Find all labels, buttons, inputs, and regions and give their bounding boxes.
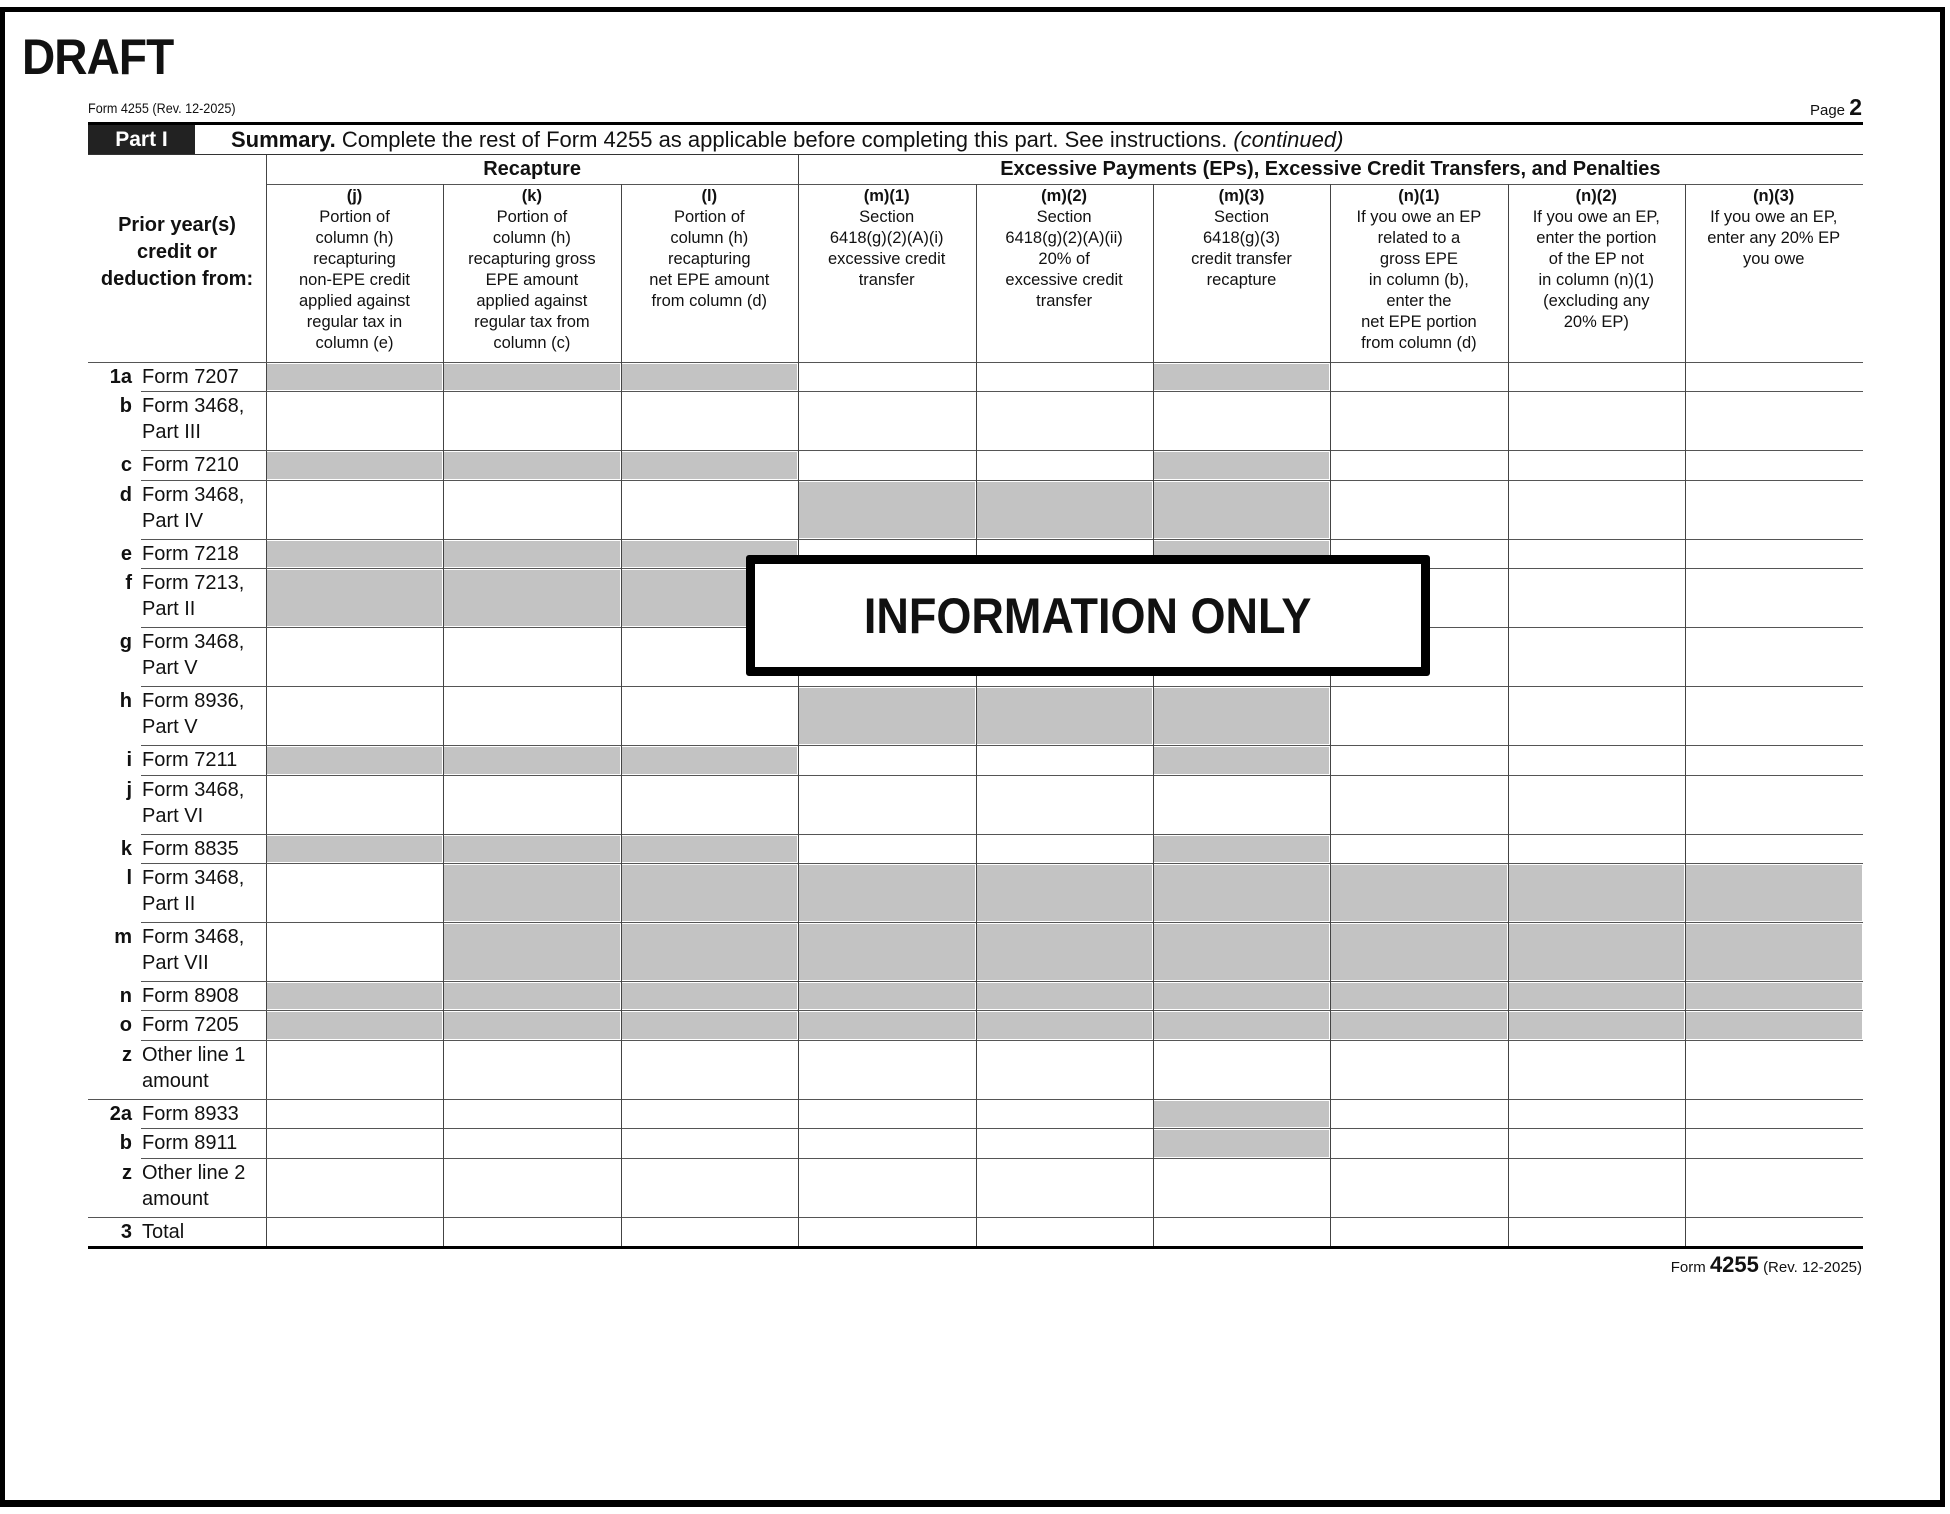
- amount-field[interactable]: [798, 1158, 975, 1217]
- amount-field[interactable]: [1330, 1158, 1507, 1217]
- amount-field[interactable]: [621, 1217, 798, 1246]
- column-header-n2: [1508, 186, 1685, 333]
- amount-field[interactable]: [1508, 775, 1685, 834]
- line-number: 2a: [109, 1102, 132, 1125]
- amount-field[interactable]: [443, 1040, 620, 1099]
- part-title-bold: Summary.: [231, 127, 336, 152]
- amount-field[interactable]: [976, 1040, 1153, 1099]
- part-label: Part I: [88, 125, 195, 154]
- amount-field[interactable]: [1508, 1099, 1685, 1128]
- amount-field[interactable]: [798, 450, 975, 479]
- page-number: [1810, 94, 1862, 121]
- table-row-label: [88, 777, 266, 836]
- shaded-cell: [622, 452, 797, 478]
- column-code: (m)(1): [863, 187, 910, 205]
- table-row-label: [88, 1012, 266, 1041]
- column-description: Portion of column (h) recapturing gross EPE amount applied against regular tax from column (c): [468, 208, 596, 352]
- shaded-cell: [1154, 747, 1329, 773]
- line-number: h: [119, 690, 132, 713]
- shaded-cell: [1154, 1012, 1329, 1038]
- amount-field[interactable]: [1685, 1099, 1862, 1128]
- amount-field[interactable]: [976, 745, 1153, 774]
- amount-field[interactable]: [1508, 480, 1685, 539]
- table-bottom-rule: [88, 1246, 1863, 1249]
- shaded-cell: [1331, 983, 1506, 1009]
- amount-field[interactable]: [621, 391, 798, 450]
- shaded-cell: [444, 570, 619, 626]
- amount-field[interactable]: [1330, 1217, 1507, 1246]
- amount-field[interactable]: [266, 627, 443, 686]
- amount-field[interactable]: [1153, 1217, 1330, 1246]
- amount-field[interactable]: [1685, 1217, 1862, 1246]
- information-only-stamp: [746, 555, 1430, 676]
- shaded-cell: [1686, 924, 1861, 980]
- shaded-cell: [1154, 482, 1329, 538]
- amount-field[interactable]: [443, 775, 620, 834]
- column-divider: [443, 184, 444, 1246]
- table-row-label: [88, 688, 266, 747]
- amount-field[interactable]: [798, 362, 975, 391]
- amount-field[interactable]: [266, 1099, 443, 1128]
- column-description: Portion of column (h) recapturing non-EPE credit applied against regular tax in column (e): [298, 208, 410, 352]
- column-header-n3: [1685, 186, 1862, 270]
- amount-field[interactable]: [1508, 1040, 1685, 1099]
- amount-field[interactable]: [1508, 539, 1685, 568]
- shaded-cell: [1154, 452, 1329, 478]
- shaded-cell: [444, 836, 619, 862]
- amount-field[interactable]: [1508, 1158, 1685, 1217]
- line-number: z: [122, 1043, 132, 1066]
- amount-field[interactable]: [1330, 1099, 1507, 1128]
- amount-field[interactable]: [1330, 1128, 1507, 1157]
- amount-field[interactable]: [1685, 362, 1862, 391]
- column-header-l: [621, 186, 798, 312]
- amount-field[interactable]: [443, 627, 620, 686]
- amount-field[interactable]: [1153, 1040, 1330, 1099]
- table-row-label: [88, 452, 266, 481]
- shaded-cell: [1154, 1130, 1329, 1156]
- column-divider: [621, 184, 622, 1246]
- shaded-cell: [444, 541, 619, 567]
- shaded-cell: [622, 924, 797, 980]
- amount-field[interactable]: [1330, 480, 1507, 539]
- line-number: e: [120, 542, 132, 565]
- line-number: k: [120, 837, 132, 860]
- shaded-cell: [1154, 1101, 1329, 1127]
- amount-field[interactable]: [1508, 1217, 1685, 1246]
- amount-field[interactable]: [1685, 745, 1862, 774]
- shaded-cell: [267, 747, 442, 773]
- column-description: If you owe an EP related to a gross EPE in column (b), enter the net EPE portion from column (d): [1356, 208, 1482, 352]
- amount-field[interactable]: [1685, 1158, 1862, 1217]
- table-row-label: [88, 983, 266, 1012]
- amount-field[interactable]: [798, 1040, 975, 1099]
- amount-field[interactable]: [1330, 1040, 1507, 1099]
- shaded-cell: [1686, 1012, 1861, 1038]
- column-code: (n)(1): [1398, 187, 1440, 205]
- shaded-cell: [622, 747, 797, 773]
- amount-field[interactable]: [1330, 362, 1507, 391]
- shaded-cell: [1509, 983, 1684, 1009]
- shaded-cell: [267, 364, 442, 390]
- amount-field[interactable]: [798, 745, 975, 774]
- amount-field[interactable]: [621, 1158, 798, 1217]
- line-description: Form 3468, Part III: [142, 395, 245, 444]
- shaded-cell: [799, 688, 974, 744]
- column-header-j: [266, 186, 443, 354]
- part-title-text: Complete the rest of Form 4255 as applicable before completing this part. See instructions.: [335, 127, 1234, 152]
- shaded-cell: [977, 983, 1152, 1009]
- shaded-cell: [1331, 865, 1506, 921]
- amount-field[interactable]: [1508, 450, 1685, 479]
- shaded-cell: [1154, 865, 1329, 921]
- amount-field[interactable]: [1508, 1128, 1685, 1157]
- column-description: Section 6418(g)(3) credit transfer recapture: [1191, 208, 1292, 289]
- shaded-cell: [1154, 836, 1329, 862]
- line-description: Form 7213, Part II: [142, 572, 245, 621]
- amount-field[interactable]: [798, 775, 975, 834]
- footer-prefix: Form: [1670, 1259, 1706, 1276]
- amount-field[interactable]: [1685, 1128, 1862, 1157]
- table-row-label: [88, 924, 266, 983]
- amount-field[interactable]: [1508, 745, 1685, 774]
- column-header-n1: [1330, 186, 1507, 354]
- column-divider: [798, 155, 799, 1246]
- footer-form-number: 4255: [1709, 1252, 1759, 1277]
- amount-field[interactable]: [1685, 450, 1862, 479]
- line-number: l: [126, 867, 132, 889]
- amount-field[interactable]: [621, 775, 798, 834]
- shaded-cell: [799, 482, 974, 538]
- amount-field[interactable]: [976, 450, 1153, 479]
- shaded-cell: [977, 1012, 1152, 1038]
- table-row-label: [88, 629, 266, 688]
- amount-field[interactable]: [976, 834, 1153, 863]
- line-description: Form 7211: [142, 749, 238, 772]
- column-divider: [1153, 184, 1154, 1246]
- amount-field[interactable]: [443, 391, 620, 450]
- amount-field[interactable]: [1153, 391, 1330, 450]
- shaded-cell: [267, 452, 442, 478]
- table-row-label: [88, 364, 266, 393]
- amount-field[interactable]: [1330, 686, 1507, 745]
- amount-field[interactable]: [1685, 1040, 1862, 1099]
- shaded-cell: [977, 482, 1152, 538]
- shaded-cell: [1331, 1012, 1506, 1038]
- amount-field[interactable]: [976, 1128, 1153, 1157]
- amount-field[interactable]: [1685, 627, 1862, 686]
- amount-field[interactable]: [1685, 480, 1862, 539]
- amount-field[interactable]: [266, 1217, 443, 1246]
- shaded-cell: [1686, 983, 1861, 1009]
- shaded-cell: [1509, 1012, 1684, 1038]
- line-number: z: [122, 1161, 132, 1184]
- amount-field[interactable]: [266, 480, 443, 539]
- column-description: Section 6418(g)(2)(A)(ii) 20% of excessive credit transfer: [1005, 208, 1123, 310]
- table-row-label: [88, 1160, 266, 1219]
- column-code: (n)(2): [1575, 187, 1617, 205]
- shaded-cell: [444, 747, 619, 773]
- shaded-cell: [267, 1012, 442, 1038]
- column-divider: [1508, 184, 1509, 1246]
- line-description: Form 7218: [142, 542, 239, 565]
- shaded-cell: [1154, 364, 1329, 390]
- amount-field[interactable]: [976, 1158, 1153, 1217]
- column-code: (m)(3): [1218, 187, 1265, 205]
- shaded-cell: [622, 1012, 797, 1038]
- line-number: c: [120, 454, 132, 477]
- line-description: Form 8911: [142, 1132, 238, 1155]
- amount-field[interactable]: [798, 391, 975, 450]
- table-row-label: [88, 1130, 266, 1159]
- amount-field[interactable]: [976, 362, 1153, 391]
- shaded-cell: [1509, 865, 1684, 921]
- form-reference-header: Form 4255 (Rev. 12-2025): [88, 100, 236, 116]
- column-description: If you owe an EP, enter any 20% EP you owe: [1707, 208, 1841, 268]
- shaded-cell: [267, 541, 442, 567]
- amount-field[interactable]: [266, 775, 443, 834]
- shaded-cell: [444, 364, 619, 390]
- amount-field[interactable]: [1685, 834, 1862, 863]
- line-description: Form 7205: [142, 1014, 239, 1037]
- line-number: n: [119, 985, 132, 1007]
- column-header-m3: [1153, 186, 1330, 291]
- amount-field[interactable]: [266, 1158, 443, 1217]
- column-code: (n)(3): [1753, 187, 1795, 205]
- amount-field[interactable]: [798, 1128, 975, 1157]
- line-description: Form 3468, Part VII: [142, 926, 245, 974]
- shaded-cell: [444, 1012, 619, 1038]
- line-description: Form 3468, Part II: [142, 867, 245, 915]
- line-description: Form 8835: [142, 837, 239, 860]
- shaded-cell: [444, 983, 619, 1009]
- amount-field[interactable]: [443, 480, 620, 539]
- line-number: b: [119, 1132, 132, 1155]
- amount-field[interactable]: [266, 863, 443, 922]
- column-code: (j): [346, 187, 363, 205]
- amount-field[interactable]: [621, 686, 798, 745]
- amount-field[interactable]: [621, 480, 798, 539]
- amount-field[interactable]: [976, 1099, 1153, 1128]
- line-number: 3: [120, 1220, 132, 1243]
- shaded-cell: [977, 924, 1152, 980]
- amount-field[interactable]: [266, 1128, 443, 1157]
- group-header-rule: [266, 184, 1863, 185]
- shaded-cell: [622, 865, 797, 921]
- amount-field[interactable]: [1508, 568, 1685, 627]
- amount-field[interactable]: [1508, 391, 1685, 450]
- table-row-label: [88, 836, 266, 865]
- row-rule: [141, 981, 1863, 982]
- column-divider: [976, 184, 977, 1246]
- amount-field[interactable]: [621, 1128, 798, 1157]
- draft-watermark: DRAFT: [22, 29, 174, 85]
- amount-field[interactable]: [443, 1217, 620, 1246]
- line-number: j: [126, 778, 132, 801]
- line-description: Form 7210: [142, 454, 239, 477]
- table-row-label: [88, 865, 266, 924]
- shaded-cell: [444, 924, 619, 980]
- column-code: (k): [521, 187, 542, 205]
- line-number: i: [126, 749, 132, 772]
- line-description: Other line 2 amount: [142, 1161, 246, 1210]
- table-row-label: [88, 570, 266, 629]
- shaded-cell: [267, 836, 442, 862]
- column-description: Portion of column (h) recapturing net EPE amount from column (d): [649, 208, 770, 310]
- shaded-cell: [267, 570, 442, 626]
- part-header: [88, 125, 1863, 155]
- shaded-cell: [799, 924, 974, 980]
- line-number: g: [119, 631, 132, 654]
- amount-field[interactable]: [621, 1099, 798, 1128]
- line-number: d: [119, 483, 132, 506]
- shaded-cell: [1509, 924, 1684, 980]
- amount-field[interactable]: [1330, 450, 1507, 479]
- line-description: Form 8933: [142, 1102, 239, 1125]
- line-description: Form 3468, Part VI: [142, 778, 245, 827]
- amount-field[interactable]: [798, 1099, 975, 1128]
- part-title-continued: (continued): [1233, 127, 1344, 152]
- line-description: Form 7207: [142, 366, 239, 388]
- line-number: b: [119, 395, 132, 418]
- table-row-label: [88, 1101, 266, 1130]
- amount-field[interactable]: [1685, 686, 1862, 745]
- row-header-label: Prior year(s) credit or deduction from:: [100, 214, 254, 290]
- page-number-value: 2: [1849, 94, 1862, 120]
- column-divider: [1685, 184, 1686, 1246]
- amount-field[interactable]: [1153, 775, 1330, 834]
- line-number: f: [125, 572, 132, 595]
- amount-field[interactable]: [1330, 834, 1507, 863]
- amount-field[interactable]: [1508, 686, 1685, 745]
- amount-field[interactable]: [443, 686, 620, 745]
- shaded-cell: [799, 1012, 974, 1038]
- table-row-label: [88, 1042, 266, 1101]
- column-group-header: Recapture: [483, 158, 581, 180]
- line-number: 1a: [109, 366, 132, 388]
- row-rule: [141, 1010, 1863, 1011]
- column-code: (m)(2): [1041, 187, 1087, 205]
- amount-field[interactable]: [1508, 362, 1685, 391]
- table-row-label: [88, 541, 266, 570]
- column-code: (l): [701, 187, 718, 205]
- amount-field[interactable]: [1685, 775, 1862, 834]
- shaded-cell: [1154, 688, 1329, 744]
- amount-field[interactable]: [1685, 568, 1862, 627]
- table-row-label: [88, 1219, 266, 1248]
- amount-field[interactable]: [1685, 391, 1862, 450]
- amount-field[interactable]: [266, 686, 443, 745]
- amount-field[interactable]: [1330, 775, 1507, 834]
- column-divider: [1330, 184, 1331, 1246]
- shaded-cell: [622, 983, 797, 1009]
- line-number: m: [114, 926, 132, 948]
- shaded-cell: [267, 983, 442, 1009]
- column-header-m1: [798, 186, 975, 291]
- part-title: [231, 125, 1343, 154]
- column-header-m2: [976, 186, 1153, 312]
- shaded-cell: [799, 983, 974, 1009]
- shaded-cell: [1686, 865, 1861, 921]
- shaded-cell: [1154, 924, 1329, 980]
- amount-field[interactable]: [1508, 627, 1685, 686]
- line-description: Form 3468, Part IV: [142, 483, 245, 532]
- footer-revision: (Rev. 12-2025): [1763, 1259, 1862, 1276]
- column-description: If you owe an EP, enter the portion of the EP not in column (n)(1) (excluding any 20% EP): [1532, 208, 1660, 331]
- amount-field[interactable]: [266, 922, 443, 981]
- shaded-cell: [977, 688, 1152, 744]
- column-description: Section 6418(g)(2)(A)(i) excessive credit transfer: [827, 208, 946, 289]
- shaded-cell: [1154, 983, 1329, 1009]
- form-footer: [1671, 1252, 1862, 1278]
- page-label: Page: [1809, 102, 1846, 119]
- amount-field[interactable]: [798, 1217, 975, 1246]
- amount-field[interactable]: [443, 1158, 620, 1217]
- amount-field[interactable]: [1330, 745, 1507, 774]
- line-description: Other line 1 amount: [142, 1043, 246, 1092]
- amount-field[interactable]: [976, 391, 1153, 450]
- amount-field[interactable]: [1153, 1158, 1330, 1217]
- column-group-header: Excessive Payments (EPs), Excessive Credit Transfers, and Penalties: [1000, 158, 1661, 180]
- table-row-label: [88, 747, 266, 776]
- shaded-cell: [444, 452, 619, 478]
- line-number: o: [119, 1014, 132, 1037]
- table-row-label: [88, 482, 266, 541]
- shaded-cell: [622, 364, 797, 390]
- amount-field[interactable]: [443, 1099, 620, 1128]
- amount-field[interactable]: [266, 391, 443, 450]
- shaded-cell: [1331, 924, 1506, 980]
- line-description: Form 8936, Part V: [142, 690, 245, 739]
- shaded-cell: [977, 865, 1152, 921]
- amount-field[interactable]: [1330, 391, 1507, 450]
- amount-field[interactable]: [621, 1040, 798, 1099]
- stamp-text: INFORMATION ONLY: [864, 587, 1312, 644]
- shaded-cell: [444, 865, 619, 921]
- amount-field[interactable]: [443, 1128, 620, 1157]
- amount-field[interactable]: [976, 1217, 1153, 1246]
- amount-field[interactable]: [1685, 539, 1862, 568]
- line-description: Total: [142, 1220, 185, 1243]
- amount-field[interactable]: [1508, 834, 1685, 863]
- amount-field[interactable]: [266, 1040, 443, 1099]
- amount-field[interactable]: [798, 834, 975, 863]
- amount-field[interactable]: [976, 775, 1153, 834]
- line-description: Form 8908: [142, 985, 239, 1007]
- shaded-cell: [799, 865, 974, 921]
- column-header-k: [443, 186, 620, 354]
- shaded-cell: [622, 836, 797, 862]
- line-description: Form 3468, Part V: [142, 631, 245, 680]
- table-row-label: [88, 393, 266, 452]
